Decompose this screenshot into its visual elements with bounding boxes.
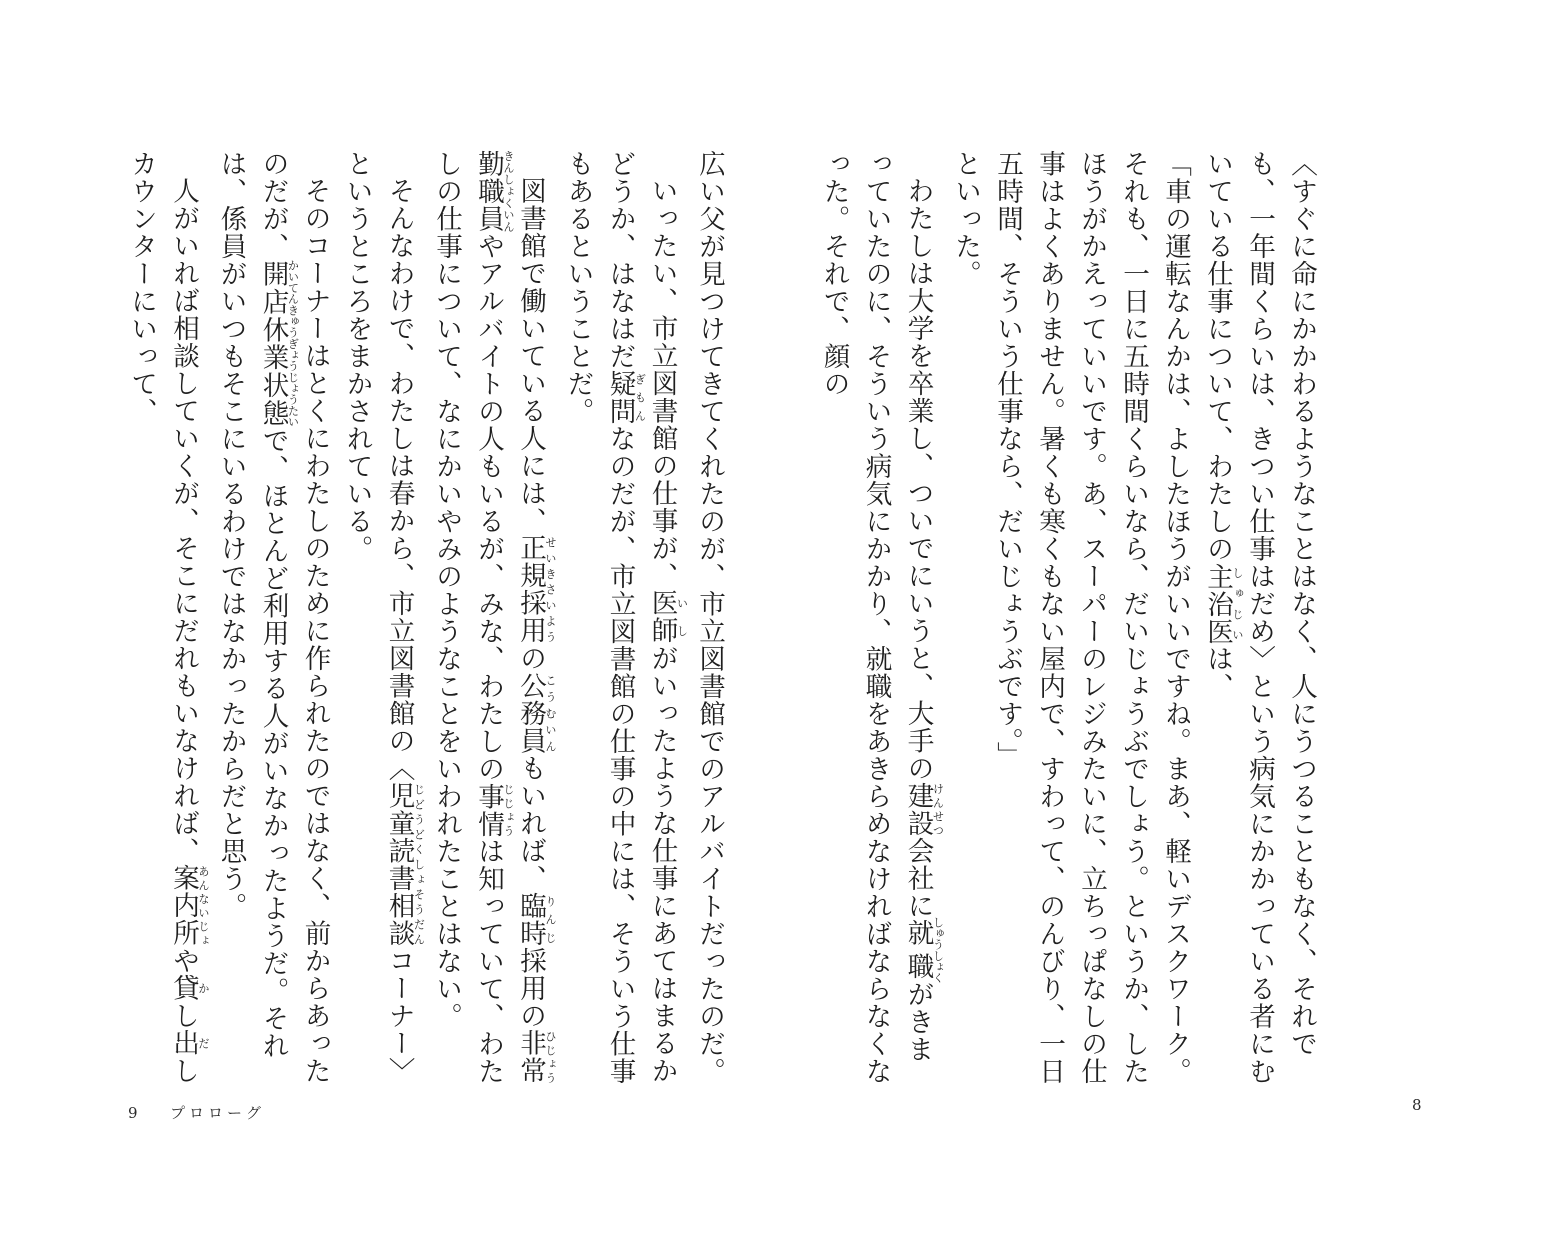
furigana: じじょう — [502, 782, 515, 838]
text-run: の — [515, 644, 546, 672]
text-run: もいれば、 — [515, 754, 546, 892]
text-run: は、 — [1202, 645, 1233, 700]
furigana: か — [197, 974, 210, 1002]
text-run: なのだが、市立図書館の仕事の中には、そういう仕事もあるということだ。 — [562, 150, 636, 1085]
ruby-annotated-word — [1202, 562, 1244, 646]
ruby-base: 建設 — [902, 781, 934, 837]
paragraph — [425, 150, 557, 1090]
text-run: そのコーナーはとくにわたしのために作られたのではなく、前からあったのだが、 — [257, 150, 331, 1085]
paragraph — [688, 150, 730, 1090]
text-run: わたしは大学を卒業し、ついでにいうと、大手の — [902, 176, 934, 782]
furigana: ぎもん — [633, 370, 647, 425]
text-run: 図書館で働いている人には、 — [515, 176, 546, 535]
left-page-body-text — [82, 150, 730, 1090]
ruby-annotated-word — [383, 781, 426, 947]
ruby-annotated-word — [646, 589, 689, 645]
paragraph — [1196, 150, 1322, 1090]
furigana: こうむいん — [544, 671, 557, 755]
ruby-annotated-word — [168, 1029, 210, 1057]
furigana: しゅじい — [1231, 562, 1244, 645]
paragraph — [986, 150, 1196, 1090]
text-run: といった。 — [950, 150, 981, 288]
text-run: しカウンターにいって、 — [126, 150, 199, 1085]
furigana: しゅうしょく — [931, 916, 945, 984]
text-run: 会社に — [902, 836, 934, 920]
furigana: りんじ — [544, 891, 557, 947]
ruby-base: 主治医 — [1202, 562, 1233, 645]
text-run: や — [168, 946, 199, 975]
ruby-annotated-word — [604, 370, 647, 425]
furigana: ひじょうきんしょくいん — [502, 150, 557, 1085]
paragraph — [944, 150, 986, 1090]
text-run: は知っていて、わたしの仕事について、なにかいやみのようなことをいわれたことはない。 — [431, 150, 504, 1085]
paragraph — [813, 150, 945, 1090]
text-run: いったい、市立図書館の仕事が、 — [646, 176, 678, 590]
ruby-base: 医師 — [646, 589, 678, 645]
furigana: けんせつ — [931, 781, 945, 837]
right-page-body-text — [818, 150, 1322, 1090]
text-run: 〈すぐに命にかかわるようなことはなく、人にうつることもなく、それでも、一年間くらいは、きつい仕事はだめ〉という病気にかかっている者にむいている仕事について、わたしの — [1202, 150, 1317, 1085]
furigana: あんないじょ — [197, 864, 210, 947]
paragraph — [210, 150, 336, 1090]
text-run: で、ほとんど利用する人がいなかったようだ。それは、係員がいつもそこにいるわけではなかったからだと思う。 — [215, 150, 289, 1060]
text-run: そんなわけで、わたしは春から、市立図書館の〈 — [383, 176, 415, 782]
ruby-base: 出 — [168, 1029, 199, 1057]
ruby-base: 貸 — [168, 974, 199, 1002]
ruby-annotated-word — [168, 974, 210, 1002]
text-run: 「車の運転なんかは、よしたほうがいいですね。まあ、軽いデスクワーク。それも、一日に五時間くらいなら、だいじょうぶでしょう。というか、したほうがかえっていいです。あ、スーパーのレジみたいに、立ちっぱなしの仕事はよくありません。暑くも寒くもない屋内で、すわって、のんびり、一日五時間、そういう仕事なら、だいじょうぶです。」 — [992, 150, 1191, 1085]
text-run: し — [168, 1001, 199, 1030]
ruby-annotated-word — [902, 916, 945, 984]
ruby-annotated-word — [515, 891, 557, 947]
ruby-annotated-word — [473, 782, 515, 838]
ruby-base: 案内所 — [168, 864, 199, 947]
left-page-number: 9 — [128, 1104, 138, 1122]
ruby-annotated-word — [168, 864, 210, 947]
ruby-annotated-word — [257, 259, 300, 428]
ruby-annotated-word — [515, 534, 557, 645]
paragraph — [336, 150, 426, 1090]
ruby-base: 疑問 — [604, 370, 636, 425]
text-run: 採用の — [515, 946, 546, 1030]
furigana: かいてんきゅうぎょうじょうたい — [286, 259, 300, 428]
furigana: いし — [675, 589, 689, 645]
ruby-base: 正規採用 — [515, 534, 546, 645]
ruby-annotated-word — [515, 671, 557, 755]
text-run: 広い父が見つけてきてくれたのが、市立図書館でのアルバイトだったのだ。 — [694, 150, 725, 1085]
running-title: プロローグ — [170, 1104, 266, 1122]
text-run: がいったような仕事にあてはまるかどうか、はなはだ — [604, 150, 678, 1085]
right-page-number: 8 — [1412, 1096, 1422, 1114]
ruby-base: 非常勤職員 — [473, 150, 546, 1085]
ruby-base: 臨時 — [515, 891, 546, 947]
furigana: じどうどくしょそうだん — [412, 781, 426, 947]
text-run: 人がいれば相談していくが、そこにだれもいなければ、 — [168, 176, 199, 865]
ruby-base: 児童読書相談 — [383, 781, 415, 947]
furigana: だ — [197, 1029, 210, 1057]
furigana: せいきさいよう — [544, 534, 557, 645]
text-run: コーナー〉というところをまかされている。 — [341, 150, 415, 1085]
ruby-annotated-word — [902, 781, 945, 837]
paragraph — [120, 150, 210, 1090]
paragraph — [557, 150, 689, 1090]
text-run: がきまっていたのに、そういう病気にかかり、就職をあきらめなければならなくなった。それで、顔の — [818, 150, 934, 1085]
ruby-base: 開店休業状態 — [257, 259, 289, 428]
text-run: やアルバイトの人もいるが、みな、わたしの — [473, 232, 504, 783]
ruby-base: 事情 — [473, 782, 504, 838]
ruby-base: 就職 — [902, 916, 934, 984]
ruby-base: 公務員 — [515, 671, 546, 755]
